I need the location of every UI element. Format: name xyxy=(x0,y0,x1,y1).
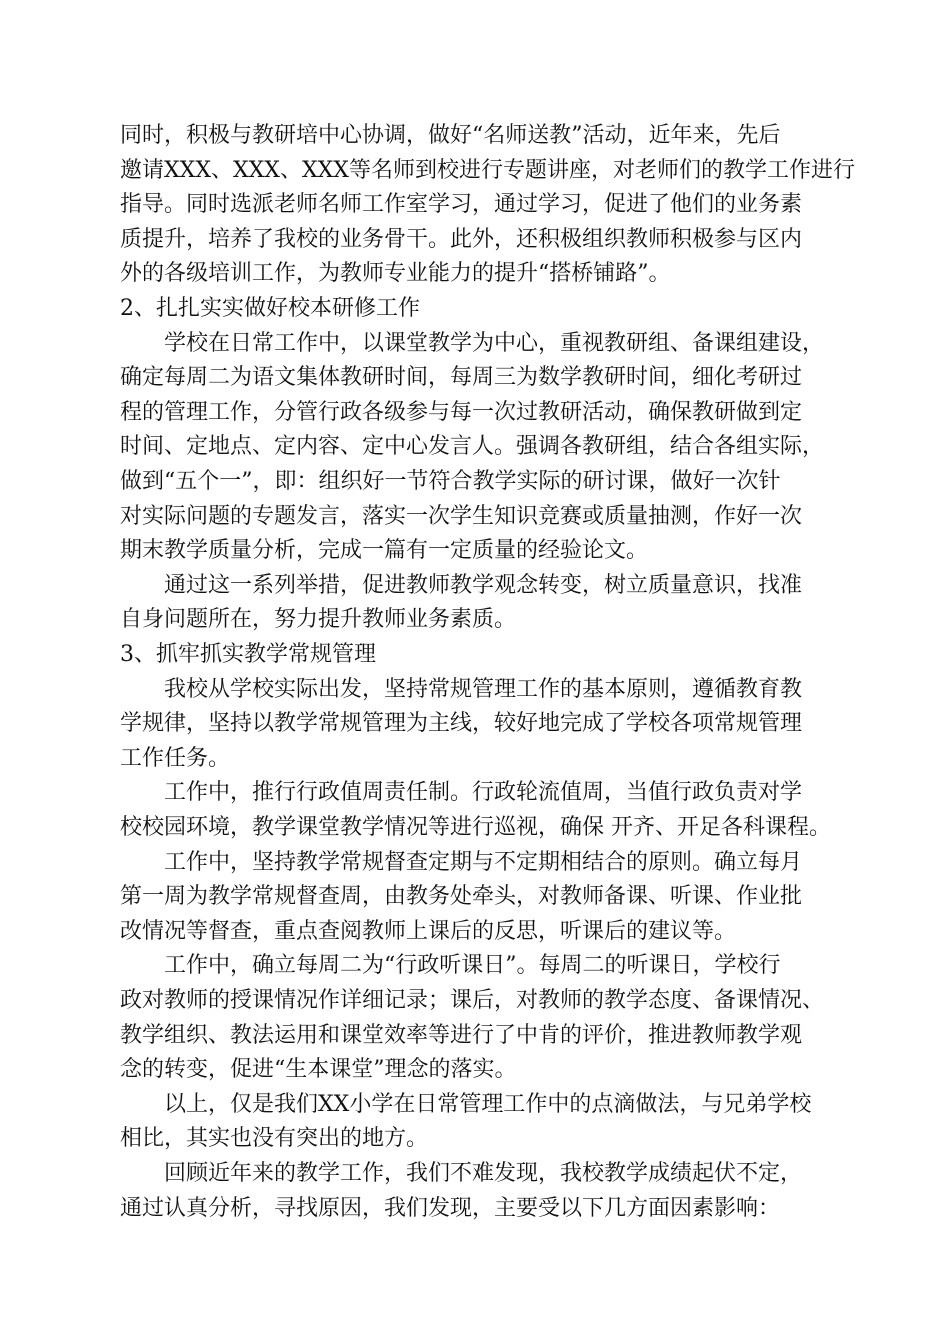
text-line: 确定每周二为语文集体教研时间，每周三为数学教研时间，细化考研过 xyxy=(120,365,803,391)
text-line: 时间、定地点、定内容、定中心发言人。强调各教研组，结合各组实际， xyxy=(120,434,825,460)
text-line: 邀请XXX、XXX、XXX等名师到校进行专题讲座，对老师们的教学工作进行 xyxy=(120,157,855,183)
paragraph-first-line: 我校从学校实际出发，坚持常规管理工作的基本原则，遵循教育教 xyxy=(164,676,803,702)
text-line: 质提升，培养了我校的业务骨干。此外，还积极组织教师积极参与区内 xyxy=(120,226,803,252)
paragraph-first-line: 通过这一系列举措，促进教师教学观念转变，树立质量意识，找准 xyxy=(164,572,803,598)
paragraph-first-line: 工作中，确立每周二为“行政听课日”。每周二的听课日，学校行 xyxy=(164,953,781,979)
text-line: 通过认真分析，寻找原因，我们发现，主要受以下几方面因素影响： xyxy=(120,1195,781,1221)
text-line: 2、扎扎实实做好校本研修工作 xyxy=(120,296,420,321)
paragraph-first-line: 工作中，坚持教学常规督查定期与不定期相结合的原则。确立每月 xyxy=(164,849,803,875)
text-line: 做到“五个一”，即：组织好一节符合教学实际的研讨课，做好一次针 xyxy=(120,469,781,494)
text-line: 外的各级培训工作，为教师专业能力的提升“搭桥铺路”。 xyxy=(120,261,671,287)
text-line: 学规律，坚持以教学常规管理为主线，较好地完成了学校各项常规管理 xyxy=(120,711,803,737)
text-line: 同时，积极与教研培中心协调，做好“名师送教”活动，近年来，先后 xyxy=(120,123,781,148)
text-line: 指导。同时选派老师名师工作室学习，通过学习，促进了他们的业务素 xyxy=(120,192,803,218)
text-line: 政对教师的授课情况作详细记录；课后，对教师的教学态度、备课情况、 xyxy=(120,988,825,1013)
paragraph-first-line: 学校在日常工作中，以课堂教学为中心，重视教研组、备课组建设， xyxy=(164,330,825,356)
text-line: 教学组织、教法运用和课堂效率等进行了中肯的评价，推进教师教学观 xyxy=(120,1022,803,1048)
text-line: 3、抓牢抓实教学常规管理 xyxy=(120,642,376,667)
paragraph-first-line: 工作中，推行行政值周责任制。行政轮流值周，当值行政负责对学 xyxy=(164,780,803,806)
text-line: 期末教学质量分析，完成一篇有一定质量的经验论文。 xyxy=(120,538,649,564)
text-line: 校校园环境，教学课堂教学情况等进行巡视，确保 开齐、开足各科课程。 xyxy=(120,815,831,840)
text-line: 程的管理工作，分管行政各级参与每一次过教研活动，确保教研做到定 xyxy=(120,399,803,425)
text-line: 改情况等督查，重点查阅教师上课后的反思，听课后的建议等。 xyxy=(120,918,737,944)
text-line: 自身问题所在，努力提升教师业务素质。 xyxy=(120,607,517,633)
text-line: 对实际问题的专题发言，落实一次学生知识竞赛或质量抽测，作好一次 xyxy=(120,503,803,529)
paragraph-first-line: 回顾近年来的教学工作，我们不难发现，我校教学成绩起伏不定， xyxy=(164,1161,803,1186)
text-line: 第一周为教学常规督查周，由教务处牵头，对教师备课、听课、作业批 xyxy=(120,884,803,910)
text-line: 念的转变，促进“生本课堂”理念的落实。 xyxy=(120,1057,517,1083)
text-line: 工作任务。 xyxy=(120,745,231,771)
paragraph-first-line: 以上，仅是我们XX小学在日常管理工作中的点滴做法，与兄弟学校 xyxy=(164,1091,812,1117)
text-line: 相比，其实也没有突出的地方。 xyxy=(120,1126,429,1152)
